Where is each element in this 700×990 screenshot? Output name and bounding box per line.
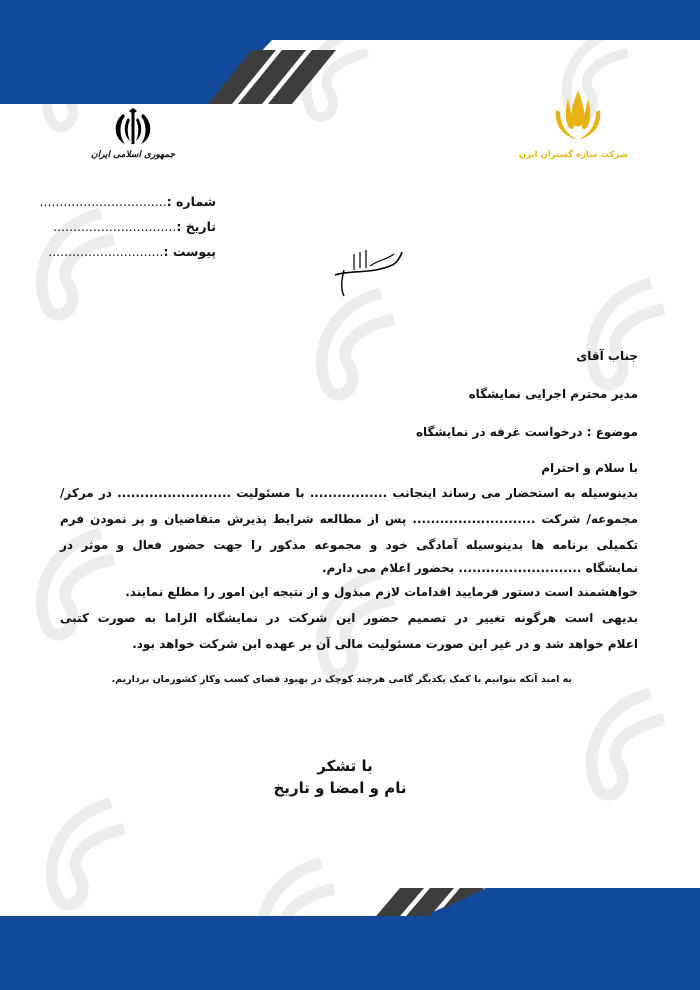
hope-line: به امید آنکه بتوانیم با کمک یکدیگر گامی هرچند کوچک در بهبود فضای کسب وکار کشورمان برداریم. xyxy=(111,674,572,685)
footer-diagonal xyxy=(0,888,700,918)
letter-subject: موضوع : درخواست غرفه در نمایشگاه xyxy=(415,425,638,439)
meta-number-value[interactable]: ................................ xyxy=(39,194,167,209)
body-line: نمایشگاه ........................... بحضور اعلام می دارم. xyxy=(321,561,638,575)
meta-date-value[interactable]: ............................... xyxy=(53,219,177,234)
watermark-icon xyxy=(560,270,690,400)
meta-attachment-label: پیوست : xyxy=(163,244,216,259)
request-line: خواهشمند است دستور فرمایید اقدامات لازم مبذول و از نتیجه این امور را مطلع نمایند. xyxy=(125,585,638,599)
company-logo xyxy=(518,88,628,168)
bismillah-calligraphy-icon xyxy=(330,240,410,300)
footer-blue-fill xyxy=(0,915,700,990)
body-line: مجموعه/ شرکت ........................... پس از مطالعه شرایط پذیرش متقاضیان و پر نمودن فرم xyxy=(60,512,638,526)
notice-line: بدیهی است هرگونه تغییر در تصمیم حضور این شرکت در نمایشگاه الزاما به صورت کتبی xyxy=(60,611,638,625)
meta-date-label: تاریخ : xyxy=(176,219,216,234)
iran-emblem-caption: جمهوری اسلامی ایران xyxy=(90,150,176,160)
closing-text: با تشکر xyxy=(317,757,373,775)
company-logo-caption: شرکت سازه گستران ایرن xyxy=(518,150,628,160)
meta-date xyxy=(53,219,216,234)
notice-line: اعلام خواهد شد و در غیر این صورت مسئولیت مالی آن بر عهده این شرکت خواهد بود. xyxy=(132,637,638,651)
signature-text: نام و امضا و تاریخ xyxy=(273,779,407,797)
torch-laurel-logo-icon xyxy=(548,88,608,146)
meta-attachment xyxy=(48,244,216,259)
body-line: بدینوسیله به استحضار می رساند اینجانب ................. با مسئولیت ......................... در مرکز/ xyxy=(60,486,638,500)
meta-attachment-value[interactable]: ............................. xyxy=(48,244,164,259)
iran-emblem-icon xyxy=(111,108,155,148)
body-line: تکمیلی برنامه ها بدینوسیله آمادگی خود و مجموعه مذکور را جهت حضور فعال و موثر در xyxy=(60,538,638,552)
iran-emblem-logo xyxy=(88,108,178,168)
meta-number-label: شماره : xyxy=(166,194,216,209)
recipient-position: مدیر محترم اجرایی نمایشگاه xyxy=(468,387,638,401)
meta-number xyxy=(39,194,216,209)
bismillah-calligraphy xyxy=(330,240,410,300)
recipient-title: جناب آقای xyxy=(576,349,638,363)
letter-greeting: با سلام و احترام xyxy=(541,461,638,475)
